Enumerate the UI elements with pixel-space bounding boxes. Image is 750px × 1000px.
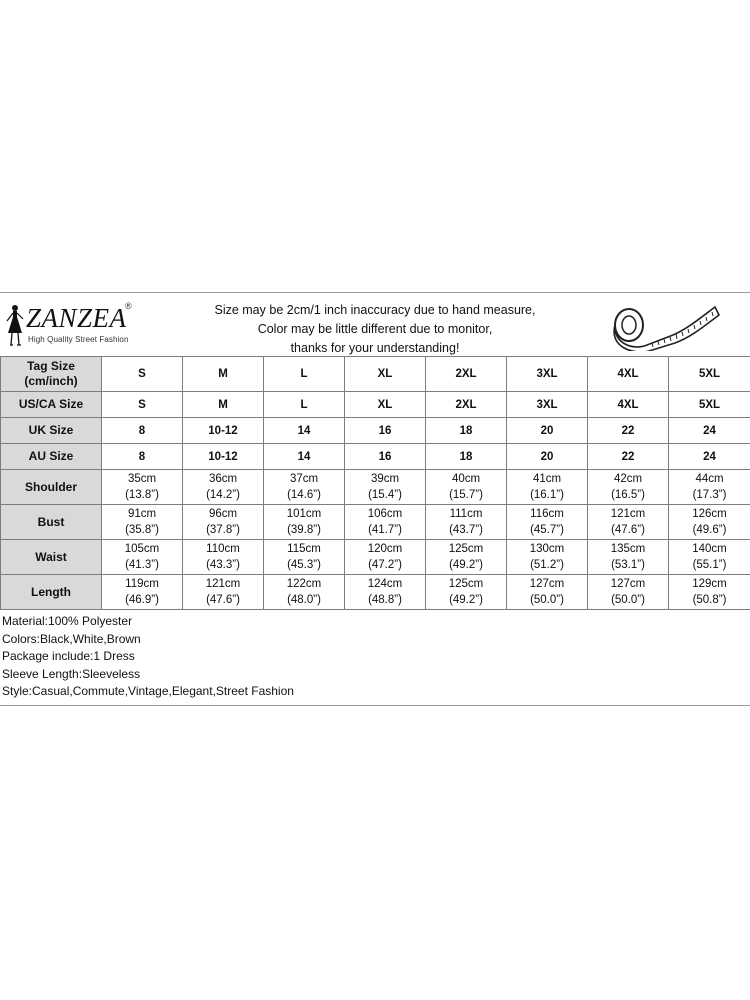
inch-value: (16.1”) xyxy=(530,489,564,501)
inch-value: (14.2”) xyxy=(206,489,240,501)
size-cell: 2XL xyxy=(426,392,507,418)
cm-value: 127cm xyxy=(529,578,565,590)
cm-value: 130cm xyxy=(529,543,565,555)
inch-value: (46.9”) xyxy=(125,594,159,606)
size-cell: 18 xyxy=(426,418,507,444)
row-label: US/CA Size xyxy=(1,392,102,418)
measure-cell xyxy=(588,505,669,540)
measure-cell xyxy=(426,540,507,575)
measure-cell xyxy=(264,540,345,575)
measure-cell xyxy=(669,505,750,540)
cm-value: 91cm xyxy=(127,508,157,520)
cm-value: 115cm xyxy=(287,543,321,555)
size-cell: 16 xyxy=(345,418,426,444)
inch-value: (50.8”) xyxy=(692,594,727,606)
size-cell: 24 xyxy=(669,418,750,444)
cm-value: 125cm xyxy=(448,543,484,555)
cm-value: 106cm xyxy=(367,508,403,520)
cm-value: 101cm xyxy=(286,508,322,520)
row-label: Length xyxy=(1,575,102,610)
cm-value: 125cm xyxy=(448,578,484,590)
size-cell: 8 xyxy=(102,418,183,444)
inch-value: (15.4”) xyxy=(368,489,402,501)
measure-cell xyxy=(183,540,264,575)
brand-tagline: High Quality Street Fashion xyxy=(28,335,129,344)
measure-cell xyxy=(102,505,183,540)
chart-header xyxy=(0,293,750,356)
measure-cell xyxy=(345,575,426,610)
size-cell: 4XL xyxy=(588,357,669,392)
row-label: Waist xyxy=(1,540,102,575)
cm-value: 105cm xyxy=(124,543,160,555)
info-package: Package include:1 Dress xyxy=(2,649,135,663)
inch-value: (45.7”) xyxy=(530,524,564,536)
inch-value: (49.2”) xyxy=(449,594,483,606)
cm-value: 110cm xyxy=(206,543,240,555)
measure-cell xyxy=(183,470,264,505)
inch-value: (17.3”) xyxy=(692,489,727,501)
cm-value: 124cm xyxy=(367,578,403,590)
cm-value: 111cm xyxy=(449,508,483,520)
measure-cell xyxy=(102,470,183,505)
info-colors: Colors:Black,White,Brown xyxy=(2,631,141,646)
measuring-tape-icon xyxy=(603,299,723,351)
measure-cell xyxy=(264,505,345,540)
measure-cell xyxy=(507,540,588,575)
size-cell: 22 xyxy=(588,418,669,444)
notice-line: Size may be 2cm/1 inch inaccuracy due to hand measure, xyxy=(214,303,536,317)
measure-cell xyxy=(345,470,426,505)
size-cell: 8 xyxy=(102,444,183,470)
cm-value: 116cm xyxy=(530,508,564,520)
size-cell: 18 xyxy=(426,444,507,470)
cm-value: 41cm xyxy=(532,473,562,485)
inch-value: (35.8”) xyxy=(125,524,159,536)
cm-value: 119cm xyxy=(125,578,159,590)
size-table xyxy=(0,356,750,610)
size-row xyxy=(1,357,750,392)
inch-value: (51.2”) xyxy=(530,559,564,571)
row-label: Shoulder xyxy=(1,470,102,505)
measure-row xyxy=(1,575,750,610)
size-cell: S xyxy=(102,392,183,418)
row-label: AU Size xyxy=(1,444,102,470)
measure-cell xyxy=(669,540,750,575)
size-cell: 16 xyxy=(345,444,426,470)
cm-value: 96cm xyxy=(208,508,238,520)
measure-cell xyxy=(345,540,426,575)
inch-value: (49.2”) xyxy=(449,559,483,571)
size-cell: 2XL xyxy=(426,357,507,392)
cm-value: 44cm xyxy=(695,473,724,485)
measure-row xyxy=(1,470,750,505)
measure-cell xyxy=(183,505,264,540)
cm-value: 129cm xyxy=(692,578,727,590)
cm-value: 36cm xyxy=(208,473,238,485)
measure-cell xyxy=(507,575,588,610)
size-cell: L xyxy=(264,392,345,418)
inch-value: (13.8”) xyxy=(125,489,159,501)
measure-cell xyxy=(588,575,669,610)
size-cell: 3XL xyxy=(507,357,588,392)
size-cell: L xyxy=(264,357,345,392)
inch-value: (48.0”) xyxy=(287,594,321,606)
brand-name: ZANZEA xyxy=(26,303,127,333)
cm-value: 126cm xyxy=(692,508,727,520)
size-cell: 5XL xyxy=(669,357,750,392)
size-cell: XL xyxy=(345,357,426,392)
inch-value: (48.8”) xyxy=(368,594,402,606)
cm-value: 122cm xyxy=(286,578,322,590)
cm-value: 39cm xyxy=(370,473,400,485)
brand-logo xyxy=(4,299,154,349)
inch-value: (16.5”) xyxy=(611,489,645,501)
measure-cell xyxy=(426,470,507,505)
inch-value: (47.6”) xyxy=(206,594,240,606)
inch-value: (49.6”) xyxy=(692,524,727,536)
measure-cell xyxy=(426,575,507,610)
measure-cell xyxy=(102,540,183,575)
size-cell: 22 xyxy=(588,444,669,470)
measure-cell xyxy=(669,575,750,610)
size-cell: S xyxy=(102,357,183,392)
dress-figure-icon xyxy=(4,303,26,347)
measure-cell xyxy=(102,575,183,610)
info-sleeve: Sleeve Length:Sleeveless xyxy=(2,666,141,681)
size-cell: 5XL xyxy=(669,392,750,418)
inch-value: (43.7”) xyxy=(449,524,483,536)
inch-value: (47.2”) xyxy=(368,559,402,571)
size-cell: M xyxy=(183,357,264,392)
measure-row xyxy=(1,505,750,540)
cm-value: 42cm xyxy=(613,473,643,485)
cm-value: 120cm xyxy=(367,543,403,555)
measure-row xyxy=(1,540,750,575)
cm-value: 121cm xyxy=(610,508,646,520)
inch-value: (37.8”) xyxy=(206,524,240,536)
inch-value: (14.6”) xyxy=(287,489,321,501)
measure-cell xyxy=(588,540,669,575)
inch-value: (50.0”) xyxy=(611,594,645,606)
row-label: UK Size xyxy=(1,418,102,444)
size-cell: 14 xyxy=(264,418,345,444)
inch-value: (39.8”) xyxy=(287,524,321,536)
inch-value: (50.0”) xyxy=(530,594,564,606)
cm-value: 121cm xyxy=(205,578,241,590)
size-cell: 24 xyxy=(669,444,750,470)
size-row xyxy=(1,444,750,470)
registered-mark: ® xyxy=(125,301,132,311)
cm-value: 127cm xyxy=(610,578,646,590)
cm-value: 140cm xyxy=(692,543,727,555)
size-cell: 3XL xyxy=(507,392,588,418)
measure-cell xyxy=(426,505,507,540)
size-cell: 10-12 xyxy=(183,444,264,470)
measure-cell xyxy=(345,505,426,540)
measure-cell xyxy=(264,575,345,610)
notice-line: thanks for your understanding! xyxy=(290,341,460,355)
size-cell: 20 xyxy=(507,418,588,444)
measure-cell xyxy=(507,470,588,505)
inch-value: (41.3”) xyxy=(125,559,159,571)
inch-value: (53.1”) xyxy=(611,559,645,571)
size-cell: XL xyxy=(345,392,426,418)
size-chart xyxy=(0,292,750,706)
size-cell: 10-12 xyxy=(183,418,264,444)
info-material: Material:100% Polyester xyxy=(2,614,133,628)
measurement-notice xyxy=(180,301,570,358)
size-row xyxy=(1,392,750,418)
info-style: Style:Casual,Commute,Vintage,Elegant,Street Fashion xyxy=(2,684,294,698)
measure-cell xyxy=(669,470,750,505)
inch-value: (41.7”) xyxy=(368,524,402,536)
size-cell: 14 xyxy=(264,444,345,470)
cm-value: 35cm xyxy=(127,473,157,485)
inch-value: (47.6”) xyxy=(611,524,645,536)
inch-value: (45.3”) xyxy=(287,559,321,571)
inch-value: (15.7”) xyxy=(449,489,483,501)
size-cell: 4XL xyxy=(588,392,669,418)
inch-value: (43.3”) xyxy=(206,559,240,571)
product-info xyxy=(2,613,294,701)
size-row xyxy=(1,418,750,444)
measure-cell xyxy=(588,470,669,505)
notice-line: Color may be little different due to monitor, xyxy=(257,322,493,336)
size-cell: M xyxy=(183,392,264,418)
cm-value: 40cm xyxy=(451,473,481,485)
measure-cell xyxy=(264,470,345,505)
row-label: Bust xyxy=(1,505,102,540)
measure-cell xyxy=(183,575,264,610)
inch-value: (55.1”) xyxy=(692,559,727,571)
cm-value: 135cm xyxy=(610,543,646,555)
measure-cell xyxy=(507,505,588,540)
size-cell: 20 xyxy=(507,444,588,470)
row-label: Tag Size (cm/inch) xyxy=(1,357,102,392)
cm-value: 37cm xyxy=(289,473,319,485)
